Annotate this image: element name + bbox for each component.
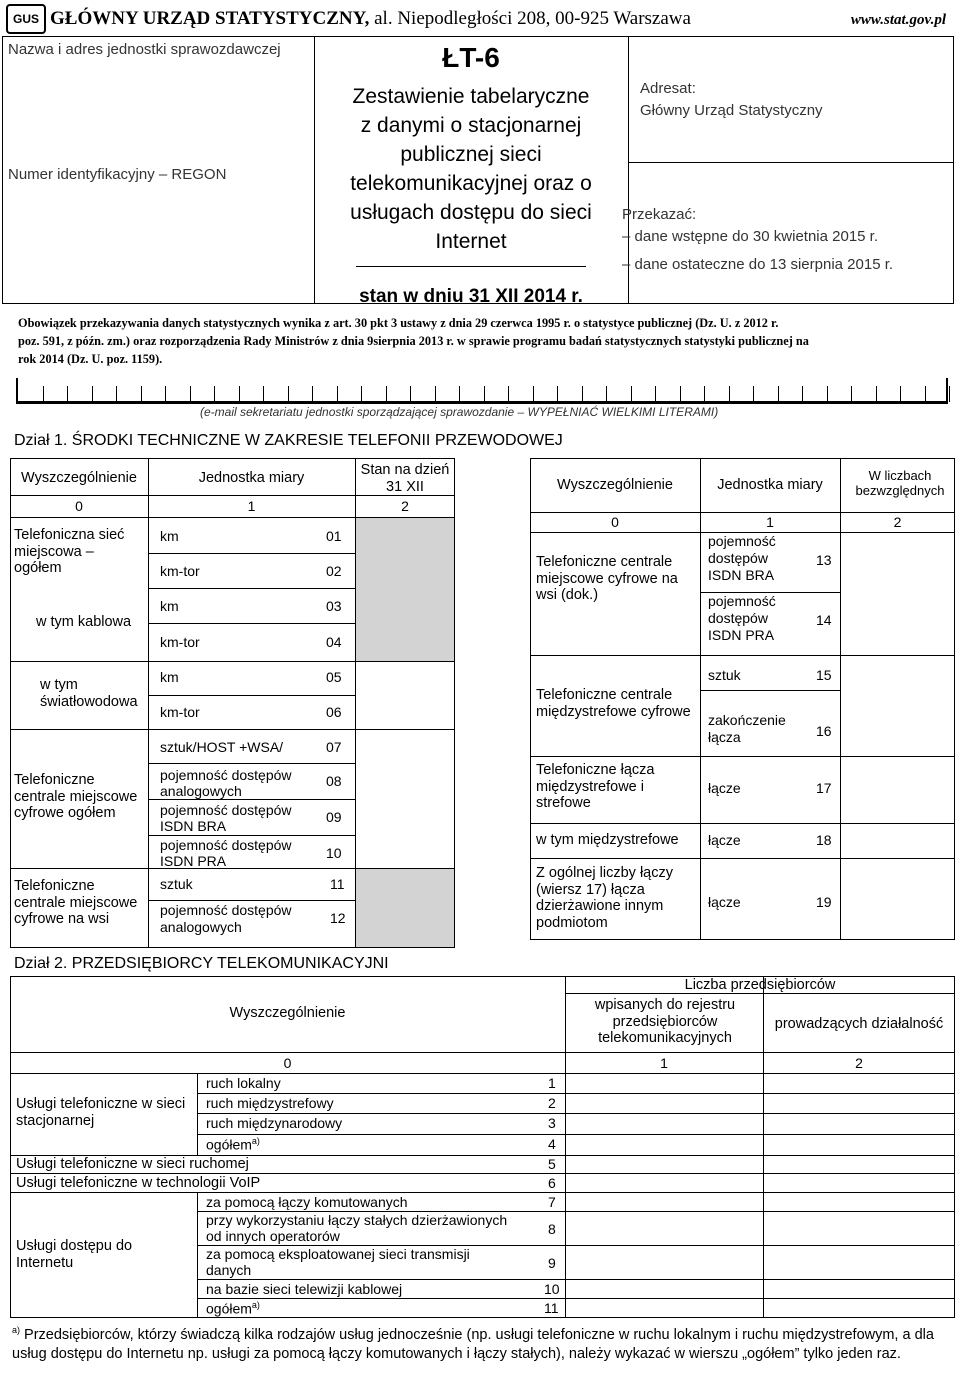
unit-cell: pojemność dostępów ISDN PRA <box>160 837 292 869</box>
website-link[interactable]: www.stat.gov.pl <box>850 12 946 28</box>
s2-row-label: ruch międzynarodowy <box>206 1115 343 1131</box>
state-label: Stan na dzień <box>360 462 450 478</box>
legal-basis <box>18 314 950 368</box>
s1l-group-label: Telefoniczna sieć miejscowa – ogółem <box>14 527 125 577</box>
email-input[interactable] <box>16 378 948 404</box>
row-number: 06 <box>326 704 342 720</box>
col-num: 0 <box>611 514 619 530</box>
deadline-final: – dane ostateczne do 13 sierpnia 2015 r. <box>622 256 894 273</box>
s1l-group-label: w tym kablowa <box>36 614 132 630</box>
email-char-divider <box>729 386 730 402</box>
col-num: 2 <box>893 514 902 530</box>
row-number: 10 <box>544 1281 560 1297</box>
footnote-ref: a) <box>251 1300 260 1310</box>
email-char-divider <box>312 386 313 402</box>
email-note: (e-mail sekretariatu jednostki sporządzającej sprawozdanie – WYPEŁNIAĆ WIELKIMI LITERAMI) <box>200 405 719 419</box>
unit-cell: km <box>160 669 179 685</box>
office-address: al. Niepodległości 208, 00-925 Warszawa <box>374 8 691 29</box>
value-input[interactable] <box>764 1074 954 1093</box>
email-char-divider <box>263 386 264 402</box>
col-num: 0 <box>283 1055 292 1071</box>
footnote-text: Przedsiębiorców, którzy świadczą kilka rodzajów usług jednocześnie (np. usługi telefoniczne w ruchu lokalnym i ruchu międzystrefowym, a dla usług dostępu do Internetu np. usługi za pomocą łączy komutowanych i łączy stałych), należy wykazać w wierszu „ogółem” tylko jeden raz. <box>12 1326 934 1362</box>
s2-group-label: Usługi telefoniczne w sieci ruchomej <box>16 1156 249 1172</box>
s2-row-label-text: ogółem <box>206 1300 252 1317</box>
legal-basis-line: Obowiązek przekazywania danych statystycznych wynika z art. 30 pkt 3 ustawy z dnia 29 czerwca 1995 r. o statystyce publicznej (Dz. U. z 2012 r. <box>18 316 779 330</box>
form-title-line: z danymi o stacjonarnej <box>360 114 582 137</box>
form-title-line: telekomunikacyjnej oraz o <box>350 172 592 195</box>
s1r-group-label: Telefoniczne łącza międzystrefowe i strefowe <box>536 762 655 812</box>
s2-group-label: Usługi dostępu do Internetu <box>16 1238 133 1271</box>
row-number: 6 <box>548 1175 556 1191</box>
row-number: 7 <box>548 1194 556 1210</box>
unit-cell: pojemność dostępów analogowych <box>160 902 292 935</box>
unit-cell: km-tor <box>160 563 200 579</box>
s1r-group-label: Telefoniczne centrale międzystrefowe cyfrowe <box>536 687 691 720</box>
row-number: 01 <box>326 528 342 544</box>
row-number: 08 <box>326 773 342 789</box>
s1l-group-label: Telefoniczne centrale miejscowe cyfrowe na wsi <box>14 878 138 928</box>
row-number: 11 <box>330 876 345 892</box>
unit-cell: pojemność dostępów ISDN BRA <box>160 802 292 834</box>
email-char-divider <box>116 386 117 402</box>
email-char-divider <box>778 386 779 402</box>
email-char-divider <box>459 386 460 402</box>
s2-header-operating: prowadzących działalność <box>774 1016 944 1032</box>
email-char-divider <box>141 386 142 402</box>
s2-group-label: Usługi telefoniczne w sieci stacjonarnej <box>16 1096 186 1129</box>
addressee-label: Adresat: <box>640 80 696 97</box>
row-number: 13 <box>816 552 832 568</box>
email-char-divider <box>43 386 44 402</box>
col-num: 0 <box>75 498 83 514</box>
email-char-divider <box>606 386 607 402</box>
s1l-header-spec: Wyszczególnienie <box>21 470 137 486</box>
row-number: 10 <box>326 845 342 861</box>
unit-name-label: Nazwa i adres jednostki sprawozdawczej <box>8 41 281 58</box>
email-char-divider <box>361 386 362 402</box>
row-number: 07 <box>326 739 342 755</box>
email-char-divider <box>582 386 583 402</box>
s2-row-label: za pomocą łączy komutowanych <box>206 1194 408 1210</box>
s1r-header-spec: Wyszczególnienie <box>557 477 673 493</box>
row-number: 16 <box>816 723 832 739</box>
row-number: 03 <box>326 598 342 614</box>
unit-cell: łącze <box>708 832 741 848</box>
email-char-divider <box>67 386 68 402</box>
deliver-label: Przekazać: <box>622 206 697 223</box>
s2-row-label: ruch międzystrefowy <box>206 1095 334 1111</box>
addressee-name: Główny Urząd Statystyczny <box>640 102 823 119</box>
email-char-divider <box>753 386 754 402</box>
row-number: 11 <box>544 1300 559 1316</box>
unit-cell: łącze <box>708 894 741 910</box>
email-char-divider <box>435 386 436 402</box>
gus-logo: GUS <box>6 4 46 34</box>
email-char-divider <box>704 386 705 402</box>
row-number: 9 <box>548 1255 556 1271</box>
form-title-line: Internet <box>435 230 507 253</box>
s2-row-label <box>206 1300 260 1317</box>
email-char-divider <box>239 386 240 402</box>
form-code: ŁT-6 <box>442 42 500 73</box>
office-name: GŁÓWNY URZĄD STATYSTYCZNY, <box>50 8 370 29</box>
s2-row-label-text: ogółem <box>206 1136 252 1153</box>
value-input[interactable] <box>841 656 954 690</box>
email-char-divider <box>876 386 877 402</box>
s1r-group-label: w tym międzystrefowe <box>536 832 679 848</box>
col-num: 1 <box>766 514 774 530</box>
legal-basis-line: poz. 591, z późn. zm.) oraz rozporządzenia Rady Ministrów z dnia 9sierpnia 2013 r. w sprawie programu badań statystycznych statystyki publicznej na <box>18 334 809 348</box>
regon-field[interactable] <box>8 190 308 220</box>
s2-header-count: Liczba przedsiębiorców <box>684 977 836 993</box>
col-num: 1 <box>660 1055 668 1071</box>
s2-row-label <box>206 1136 260 1153</box>
email-char-divider <box>92 386 93 402</box>
email-char-divider <box>410 386 411 402</box>
row-number: 5 <box>548 1156 556 1172</box>
legal-basis-line: rok 2014 (Dz. U. poz. 1159). <box>18 352 163 366</box>
s2-row-label: przy wykorzystaniu łączy stałych dzierżawionych od innych operatorów <box>206 1212 508 1244</box>
regon-label: Numer identyfikacyjny – REGON <box>8 166 227 183</box>
email-char-divider <box>288 386 289 402</box>
unit-cell: km-tor <box>160 634 200 650</box>
s2-row-label: na bazie sieci telewizji kablowej <box>206 1281 403 1297</box>
email-char-divider <box>851 386 852 402</box>
s2-row-label: za pomocą eksploatowanej sieci transmisji danych <box>206 1246 470 1278</box>
row-number: 1 <box>548 1075 556 1091</box>
row-number: 8 <box>548 1221 556 1237</box>
footnote-mark: a) <box>12 1325 21 1335</box>
row-number: 09 <box>326 809 342 825</box>
s1r-group-label: Z ogólnej liczby łączy (wiersz 17) łącza dzierżawione innym podmiotom <box>536 865 673 932</box>
form-title <box>314 82 628 256</box>
form-title-line: Zestawienie tabelaryczne <box>352 85 590 108</box>
email-char-divider <box>508 386 509 402</box>
footnote-ref: a) <box>251 1136 260 1146</box>
as-of-date: stan w dniu 31 XII 2014 r. <box>359 286 583 307</box>
s2-header-registered: wpisanych do rejestru przedsiębiorców telekomunikacyjnych <box>594 997 736 1047</box>
unit-cell: sztuk <box>160 876 193 892</box>
value-input[interactable] <box>566 1074 763 1093</box>
email-char-divider <box>190 386 191 402</box>
s1l-header-state <box>355 462 455 495</box>
email-char-divider <box>557 386 558 402</box>
email-char-divider <box>900 386 901 402</box>
email-char-divider <box>680 386 681 402</box>
row-number: 05 <box>326 669 342 685</box>
s1l-header-unit: Jednostka miary <box>198 470 305 486</box>
row-number: 14 <box>816 612 832 628</box>
s1r-header-abs: W liczbach bezwzględnych <box>855 468 945 498</box>
email-char-divider <box>827 386 828 402</box>
row-number: 3 <box>548 1115 556 1131</box>
row-number: 04 <box>326 634 342 650</box>
email-char-divider <box>386 386 387 402</box>
s1r-header-unit: Jednostka miary <box>717 477 823 493</box>
s1l-group-label: w tym światłowodowa <box>40 677 138 710</box>
state-date: 31 XII <box>386 478 424 495</box>
header-office <box>50 8 691 30</box>
email-char-divider <box>925 386 926 402</box>
col-num: 2 <box>855 1055 863 1071</box>
unit-cell: pojemność dostępów analogowych <box>160 767 292 799</box>
section2-title: Dział 2. PRZEDSIĘBIORCY TELEKOMUNIKACYJNI <box>14 955 389 972</box>
row-number: 18 <box>816 832 832 848</box>
value-input[interactable] <box>356 518 454 553</box>
email-char-divider <box>214 386 215 402</box>
email-char-divider <box>949 386 950 402</box>
value-input[interactable] <box>841 593 954 655</box>
row-number: 02 <box>326 563 342 579</box>
unit-cell: km <box>160 528 179 544</box>
form-title-line: publicznej sieci <box>400 143 542 166</box>
row-number: 2 <box>548 1095 556 1111</box>
unit-cell: sztuk <box>708 667 741 683</box>
unit-cell: pojemność dostępów ISDN PRA <box>708 593 776 643</box>
unit-cell: łącze <box>708 780 741 796</box>
row-number: 17 <box>816 780 832 796</box>
title-divider <box>356 266 586 267</box>
unit-cell: sztuk/HOST +WSA/ <box>160 739 284 755</box>
col-num: 2 <box>401 498 409 514</box>
unit-name-field[interactable] <box>8 64 308 160</box>
email-char-divider <box>484 386 485 402</box>
value-input[interactable] <box>356 662 454 695</box>
value-input[interactable] <box>356 730 454 763</box>
footnote <box>12 1321 952 1364</box>
unit-cell: pojemność dostępów ISDN BRA <box>708 533 776 583</box>
deadline-preliminary: – dane wstępne do 30 kwietnia 2015 r. <box>622 228 879 245</box>
section1-title: Dział 1. ŚRODKI TECHNICZNE W ZAKRESIE TELEFONII PRZEWODOWEJ <box>14 432 563 449</box>
row-number: 15 <box>816 667 832 683</box>
unit-cell: km <box>160 598 179 614</box>
email-char-divider <box>802 386 803 402</box>
s1r-group-label: Telefoniczne centrale miejscowe cyfrowe na wsi (dok.) <box>536 554 678 604</box>
unit-cell: zakończenie łącza <box>708 712 786 745</box>
row-number: 4 <box>548 1136 556 1152</box>
unit-cell: km-tor <box>160 704 200 720</box>
email-char-divider <box>631 386 632 402</box>
s1l-group-label: Telefoniczne centrale miejscowe cyfrowe ogółem <box>14 772 138 822</box>
row-number: 12 <box>330 910 346 926</box>
email-char-divider <box>165 386 166 402</box>
form-title-line: usługach dostępu do sieci <box>350 201 592 224</box>
s2-group-label: Usługi telefoniczne w technologii VoIP <box>16 1175 261 1191</box>
value-input[interactable] <box>841 533 954 592</box>
col-num: 1 <box>247 498 256 514</box>
row-number: 19 <box>816 894 832 910</box>
email-char-divider <box>533 386 534 402</box>
s2-row-label: ruch lokalny <box>206 1075 281 1091</box>
s2-header-spec: Wyszczególnienie <box>229 1005 346 1021</box>
email-char-divider <box>655 386 656 402</box>
email-char-divider <box>337 386 338 402</box>
